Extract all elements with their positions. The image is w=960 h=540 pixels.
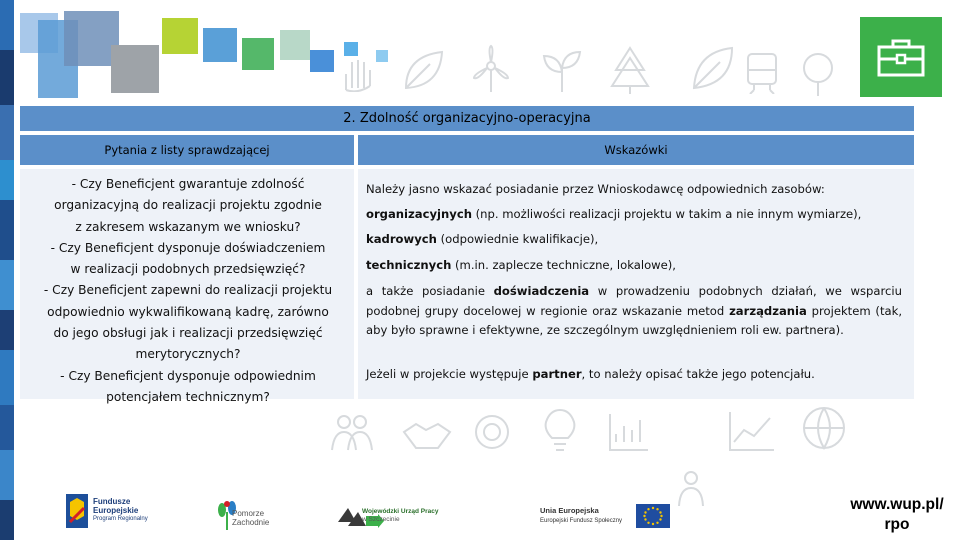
- table-title: 2. Zdolność organizacyjno-operacyjna: [20, 106, 914, 131]
- url-line2: rpo: [884, 516, 910, 533]
- column-header-hints: Wskazówki: [358, 135, 914, 165]
- leaf-icon-2: [688, 44, 738, 92]
- handshake-icon: [402, 418, 452, 454]
- chart-icon: [606, 412, 650, 452]
- questions-cell: [20, 169, 354, 404]
- question-line: - Czy Beneficjent dysponuje odpowiednim: [60, 368, 316, 383]
- wup-line1: Wojewódzki Urząd Pracy: [362, 508, 439, 515]
- tree-icon: [800, 52, 836, 96]
- fe-line2: Europejskie: [93, 506, 139, 515]
- ue-line2: Europejski Fundusz Społeczny: [540, 518, 623, 524]
- question-line: z zakresem wskazanym we wniosku?: [75, 219, 301, 234]
- hints-organizational: organizacyjnych (np. możliwości realizacji projektu w takim a nie innym wymiarze),: [366, 207, 862, 221]
- hints-staff: kadrowych (odpowiednie kwalifikacje),: [366, 232, 599, 246]
- hints-experience: a także posiadanie doświadczenia w prowadzeniu podobnych działań, we wsparciu podobnej grupy docelowej w regionie oraz wskazanie metod zarządzania projektem (tak, aby było sprawne i efektywne, ze szczególnym uwzględnieniem roli ew. partnera).: [366, 284, 903, 337]
- hand-icon: [338, 56, 378, 92]
- hints-partner: Jeżeli w projekcie występuje partner, to należy opisać także jego potencjału.: [366, 367, 815, 381]
- ue-line1: Unia Europejska: [540, 506, 599, 515]
- question-line: odpowiednio wykwalifikowaną kadrę, zarówno: [47, 304, 329, 319]
- logo-pomorze-zachodnie: [216, 500, 286, 532]
- questions-text: [20, 169, 354, 408]
- briefcase-icon: [877, 39, 925, 77]
- sprout-icon: [540, 48, 584, 94]
- column-header-questions: Pytania z listy sprawdzającej: [20, 135, 354, 165]
- pz-line1: Pomorze: [232, 509, 265, 518]
- url-line1: www.wup.pl/: [850, 496, 944, 513]
- question-line: - Czy Beneficjent dysponuje doświadczeniem: [50, 240, 326, 255]
- tram-icon: [740, 48, 784, 94]
- leaf-icon: [400, 46, 448, 94]
- website-link[interactable]: [834, 491, 960, 540]
- people-icon: [330, 412, 374, 452]
- fe-line3: Program Regionalny: [93, 516, 148, 522]
- turbine-icon: [468, 44, 514, 94]
- pine-icon: [610, 46, 650, 94]
- question-line: do jego obsługi jak i realizacji przedsięwzięć: [53, 326, 323, 341]
- hints-cell: [358, 169, 914, 399]
- fe-line1: Fundusze: [93, 497, 131, 506]
- question-line: organizacyjną do realizacji projektu zgodnie: [54, 198, 322, 213]
- question-line: - Czy Beneficjent zapewni do realizacji projektu: [43, 283, 333, 298]
- fe-star-icon: [66, 494, 90, 528]
- bulb-icon: [542, 408, 578, 454]
- eu-flag-icon: [636, 504, 670, 528]
- logo-unia-europejska: [540, 504, 675, 532]
- chart-icon-2: [726, 410, 776, 454]
- question-line: merytorycznych?: [135, 347, 241, 362]
- question-line: w realizacji podobnych przedsięwzięć?: [70, 262, 306, 277]
- logo-fundusze-europejskie: [66, 494, 156, 530]
- gear-icon: [470, 410, 514, 454]
- section-badge: [860, 17, 942, 97]
- question-line: potencjałem technicznym?: [106, 389, 270, 404]
- hints-intro: Należy jasno wskazać posiadanie przez Wnioskodawcę odpowiednich zasobów:: [366, 182, 825, 196]
- logo-wup: [338, 500, 488, 532]
- hints-technical: technicznych (m.in. zaplecze techniczne, lokalowe),: [366, 258, 676, 272]
- wup-line2: w Szczecinie: [362, 516, 400, 523]
- globe-icon: [800, 404, 848, 452]
- question-line: - Czy Beneficjent gwarantuje zdolność: [71, 177, 305, 191]
- pz-line2: Zachodnie: [232, 518, 270, 527]
- person-icon: [676, 470, 706, 506]
